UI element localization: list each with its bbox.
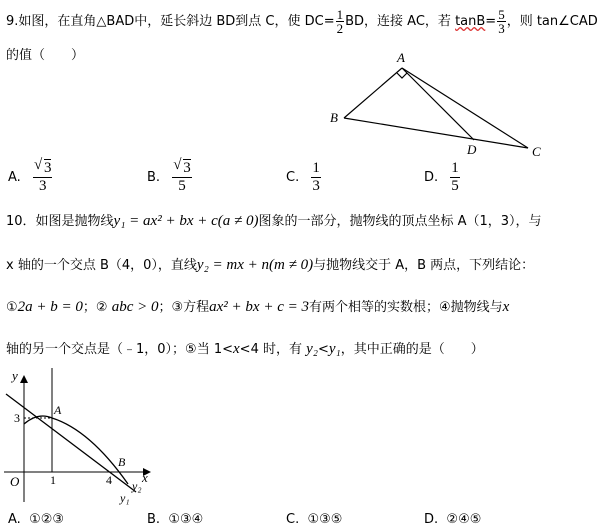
eq-line: y₂ = mx + n(m ≠ 0) bbox=[196, 257, 314, 273]
q9-option-b: B. √ $\frac{3}{5}$ bbox=[147, 160, 193, 195]
right-angle-mark bbox=[397, 73, 407, 78]
q10-parabola-graph bbox=[0, 364, 160, 506]
point-b-label: B bbox=[118, 455, 126, 469]
q10-option-b: B. ①③④ bbox=[147, 512, 204, 527]
parabola-y1-right bbox=[52, 418, 128, 484]
q9-text-c: ，则 tan∠CAD bbox=[506, 14, 598, 29]
fraction-five-thirds: $\frac{5}{3}$ bbox=[498, 7, 505, 36]
x-axis-label: x bbox=[142, 470, 148, 485]
q10-option-c: C. ①③⑤ bbox=[286, 512, 343, 527]
y1-label: y₁ bbox=[120, 491, 130, 505]
segment-ac bbox=[402, 68, 528, 148]
fraction-half: $\frac{1}{2}$ bbox=[336, 7, 344, 36]
line-y2 bbox=[6, 394, 136, 492]
q9-option-a: A. √ $\frac{3}{3}$ bbox=[8, 160, 53, 195]
segment-bc bbox=[344, 118, 528, 148]
y2-label: y₂ bbox=[132, 479, 142, 493]
eq-parabola: y₁ = ax² + bx + c(a ≠ 0) bbox=[113, 213, 259, 229]
q10-line3: ①2a + b = 0；② abc > 0；③方程ax² + bx + c = 3有两个相等的实数根；④抛物线与x bbox=[6, 299, 510, 315]
point-a-label: A bbox=[397, 50, 405, 65]
q9-text-b: BD，连接 AC，若 bbox=[345, 14, 451, 29]
segment-ab bbox=[344, 68, 402, 118]
y-axis-label: y bbox=[12, 368, 18, 383]
q9-line1: 9.如图，在直角△BAD中，延长斜边 BD到点 C，使 DC= $\frac{1}{2}$ BD，连接 AC，若 tanB= $\frac{5}{3}$ ，则 tan∠CAD bbox=[6, 7, 598, 36]
point-b-label: B bbox=[330, 110, 338, 125]
q9-line2: 的值（ ） bbox=[6, 48, 85, 63]
tanb-label: tanB bbox=[455, 14, 486, 29]
parabola-y1 bbox=[24, 416, 52, 424]
q10-line4: 轴的另一个交点是（﹣1，0）；⑤当 1<x<4 时，有 y₂<y₁，其中正确的是（ ） bbox=[6, 341, 484, 357]
q10-line1: 10．如图是抛物线y₁ = ax² + bx + c(a ≠ 0)图象的一部分，抛物线的顶点坐标 A（1，3），与 bbox=[6, 213, 542, 229]
tick-label-4: 4 bbox=[106, 473, 112, 487]
q9-triangle-figure bbox=[320, 48, 560, 160]
point-d-label: D bbox=[467, 142, 477, 157]
point-a-label: A bbox=[54, 403, 62, 417]
q9-option-d: D. $\frac{1}{5}$ bbox=[424, 160, 459, 194]
tick-label-3: 3 bbox=[14, 411, 20, 425]
q9-option-c: C. $\frac{1}{3}$ bbox=[286, 160, 320, 194]
point-c-label: C bbox=[532, 144, 541, 159]
q10-line2: x 轴的一个交点 B（4，0），直线y₂ = mx + n(m ≠ 0)与抛物线交于 A，B 两点，下列结论： bbox=[6, 257, 535, 273]
q9-text-a: 如图，在直角△BAD中，延长斜边 BD到点 C，使 DC= bbox=[18, 14, 335, 29]
q10-option-d: D. ②④⑤ bbox=[424, 512, 482, 527]
q9-number: 9. bbox=[6, 14, 19, 29]
q10-option-a: A. ①②③ bbox=[8, 512, 65, 527]
tick-label-1: 1 bbox=[50, 473, 56, 487]
origin-label: O bbox=[10, 474, 20, 489]
